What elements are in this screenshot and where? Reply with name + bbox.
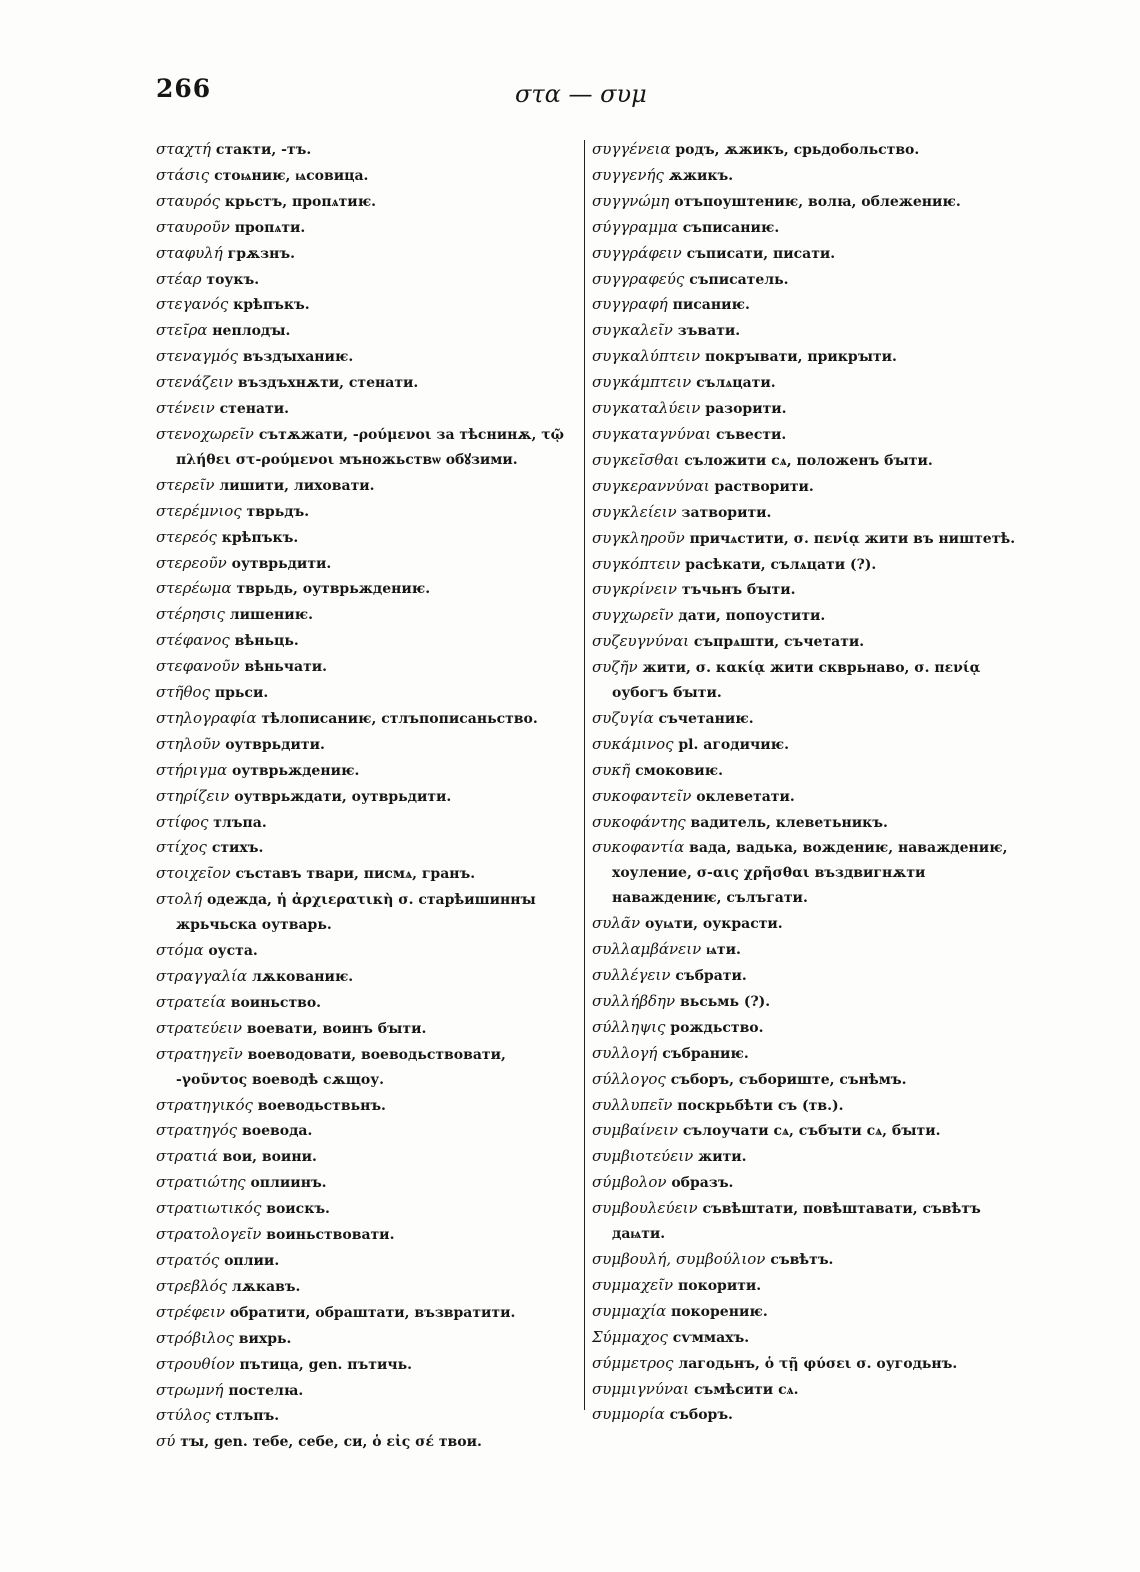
headword: συλᾶν [592, 914, 641, 933]
dictionary-entry [592, 370, 1018, 396]
headword: συγκρίνειν [592, 580, 678, 599]
dictionary-entry [156, 1300, 580, 1326]
dictionary-entry [156, 1378, 580, 1404]
dictionary-entry [156, 680, 580, 706]
headword: στρόβιλος [156, 1328, 234, 1347]
headword: σταυρός [156, 191, 221, 210]
gloss: лагодьнъ, ὁ τῇ φύσει σ. оугодьнъ. [678, 1355, 958, 1372]
headword: συγγράφειν [592, 243, 682, 262]
dictionary-entry [156, 396, 580, 422]
headword: συγκλείειν [592, 502, 677, 521]
gloss: жити, σ. κακίᾳ жити скврьнаво, σ. πενίᾳ оубогъ бꙑти. [612, 660, 981, 702]
gloss: причѧстити, σ. πενίᾳ жити въ ништетѣ. [689, 530, 1016, 547]
dictionary-entry [592, 810, 1018, 836]
gloss: тъчьнъ бꙑти. [681, 582, 796, 599]
headword: στόμα [156, 941, 204, 960]
page-number: 266 [156, 74, 212, 103]
gloss: тлъпа. [213, 814, 267, 831]
dictionary-entry [156, 1429, 580, 1455]
gloss: вои, воини. [222, 1149, 317, 1166]
gloss: оуста. [208, 943, 258, 960]
dictionary-entry [592, 1015, 1018, 1041]
headword: Σύμμαχος [592, 1327, 668, 1346]
headword: στεφανοῦν [156, 657, 240, 676]
gloss: затворити. [681, 504, 772, 521]
headword: συλλαμβάνειν [592, 940, 702, 959]
dictionary-entry [156, 422, 580, 473]
headword: συμμιγνύναι [592, 1379, 690, 1398]
dictionary-entry [156, 163, 580, 189]
gloss: съвѣтъ. [770, 1251, 834, 1268]
headword: στίχος [156, 838, 207, 857]
headword: συγκαταλύειν [592, 399, 701, 418]
gloss: жити. [698, 1149, 747, 1166]
gloss: воевода. [242, 1123, 313, 1140]
dictionary-entry [592, 706, 1018, 732]
headword: συκοφαντία [592, 838, 685, 857]
dictionary-entry [156, 576, 580, 602]
dictionary-entry [592, 963, 1018, 989]
dictionary-entry [592, 189, 1018, 215]
gloss: стихъ. [211, 840, 264, 857]
dictionary-entry [592, 1170, 1018, 1196]
gloss: дати, попоустити. [678, 608, 826, 625]
headword: στηρίζειν [156, 786, 230, 805]
dictionary-entry [156, 1016, 580, 1042]
headword: στεγανός [156, 295, 229, 314]
headword: συμβουλή, συμβούλιον [592, 1249, 766, 1268]
headword: συλλήβδην [592, 991, 676, 1010]
gloss: поскрьбѣти съ (тв.). [677, 1097, 844, 1114]
gloss: оутврьждениѥ. [231, 762, 360, 779]
headword: συζῆν [592, 658, 638, 677]
headword: συγκληροῦν [592, 528, 685, 547]
headword: στηλοῦν [156, 734, 221, 753]
dictionary-entry [156, 1170, 580, 1196]
headword: στρέφειν [156, 1302, 225, 1321]
gloss: крѣпъкъ. [233, 297, 310, 314]
headword: στίφος [156, 812, 209, 831]
dictionary-entry [592, 1118, 1018, 1144]
headword: σύλλογος [592, 1069, 666, 1088]
dictionary-entry [156, 1144, 580, 1170]
dictionary-entry [156, 628, 580, 654]
gloss: съборъ. [669, 1407, 733, 1424]
headword: συμβιοτεύειν [592, 1147, 694, 1166]
dictionary-entry [592, 577, 1018, 603]
gloss: съмѣсити сѧ. [693, 1381, 799, 1398]
gloss: стоѩниѥ, ѩсовица. [214, 167, 369, 184]
headword: συγκαταγνύναι [592, 424, 712, 443]
headword: συγκαλύπτειν [592, 347, 701, 366]
gloss: съборъ, събориште, сънѣмъ. [670, 1071, 907, 1088]
gloss: оклеветати. [696, 788, 795, 805]
headword: συγγραφή [592, 295, 668, 314]
gloss: събрати. [675, 968, 747, 984]
headword: συμμορία [592, 1405, 665, 1424]
dictionary-entry [156, 810, 580, 836]
gloss: сълѧцати. [696, 375, 776, 392]
headword: συκοφαντεῖν [592, 786, 692, 805]
gloss: воиньство. [230, 994, 322, 1011]
gloss: пропѧти. [234, 219, 306, 236]
headword: στένειν [156, 399, 215, 418]
dictionary-entry [592, 784, 1018, 810]
headword: στρατιά [156, 1147, 218, 1166]
dictionary-entry [592, 500, 1018, 526]
gloss: тꙑ, gen. тебе, себе, си, ὁ εἰς σέ твои. [180, 1434, 482, 1451]
headword: στρατηγός [156, 1121, 238, 1140]
gloss: вѣньць. [234, 633, 299, 650]
headword: στρατεύειν [156, 1018, 243, 1037]
dictionary-entry [156, 473, 580, 499]
dictionary-entry [592, 137, 1018, 163]
gloss: отъпоуштениѥ, волꙗ, облежениѥ. [674, 193, 961, 210]
gloss: съвести. [715, 426, 787, 443]
headword: συμβουλεύειν [592, 1199, 698, 1218]
dictionary-entry [156, 1274, 580, 1300]
dictionary-entry [156, 370, 580, 396]
dictionary-entry [156, 1352, 580, 1378]
dictionary-entry [592, 1041, 1018, 1067]
headword: στεῖρα [156, 321, 208, 340]
gloss: сѵммахъ. [672, 1329, 750, 1346]
gloss: оутврьдити. [225, 736, 325, 753]
headword: συλλογή [592, 1043, 658, 1062]
gloss: грѫзнъ. [227, 245, 295, 262]
headword: στρατηγεῖν [156, 1044, 243, 1063]
headword: στερέωμα [156, 579, 232, 598]
gloss: крѣпъкъ. [221, 529, 299, 546]
dictionary-entry [156, 1196, 580, 1222]
headword: συλλυπεῖν [592, 1095, 673, 1114]
dictionary-entry [592, 629, 1018, 655]
gloss: тоукъ. [206, 271, 260, 288]
gloss: воеводьствьнъ. [257, 1097, 386, 1114]
dictionary-entry [156, 241, 580, 267]
headword: στολή [156, 890, 203, 909]
gloss: сътѫжати, -ρούμενοι за тѣснинѫ, τῷ πλήθει στ-ρούμενοι мънoжьствѡ обꙋзими. [176, 426, 564, 468]
headword: στρεβλός [156, 1276, 228, 1295]
dictionary-entry [592, 655, 1018, 706]
headword: συγγενής [592, 165, 664, 184]
dictionary-entry [592, 1325, 1018, 1351]
dictionary-entry [592, 911, 1018, 937]
headword: συμβαίνειν [592, 1121, 678, 1140]
gloss: рождьство. [670, 1019, 764, 1036]
dictionary-entry [156, 267, 580, 293]
dictionary-entry [156, 1222, 580, 1248]
dictionary-entry [156, 344, 580, 370]
gloss: съпрѧшти, съчетати. [693, 634, 865, 651]
headword: στενάζειν [156, 373, 234, 392]
headword: στρατεία [156, 992, 226, 1011]
headword: συζευγνύναι [592, 632, 689, 651]
dictionary-entry [156, 1403, 580, 1429]
headword: στέρησις [156, 605, 225, 624]
gloss: воиньствовати. [266, 1227, 395, 1244]
dictionary-entry [592, 1351, 1018, 1377]
dictionary-entry [592, 1273, 1018, 1299]
headword: σύ [156, 1432, 176, 1451]
headword: συζυγία [592, 708, 654, 727]
dictionary-entry [592, 163, 1018, 189]
gloss: тѣлописаниѥ, стлъпописаньство. [261, 710, 538, 727]
dictionary-entry [156, 499, 580, 525]
gloss: оутврьждати, оутврьдити. [234, 788, 452, 805]
headword: στρατηγικός [156, 1095, 253, 1114]
gloss: писаниѥ. [672, 297, 750, 314]
gloss: образъ. [671, 1175, 734, 1192]
gloss: събраниѥ. [662, 1045, 749, 1062]
left-column [156, 137, 580, 1455]
gloss: ѫжикъ. [668, 167, 734, 184]
gloss: съписати, писати. [686, 245, 836, 262]
dictionary-entry [156, 835, 580, 861]
dictionary-entry [156, 938, 580, 964]
gloss: смоковиѥ. [635, 762, 724, 779]
gloss: воевати, воинъ бꙑти. [246, 1020, 427, 1037]
headword: σύγγραμμα [592, 217, 678, 236]
dictionary-entry [156, 1326, 580, 1352]
headword: συλλέγειν [592, 966, 671, 984]
dictionary-entry [592, 732, 1018, 758]
headword: συγκάμπτειν [592, 373, 692, 392]
headword: στρουθίον [156, 1354, 235, 1373]
dictionary-entry [592, 1196, 1018, 1247]
dictionary-entry [592, 603, 1018, 629]
dictionary-entry [156, 137, 580, 163]
dictionary-entry [156, 602, 580, 628]
gloss: лишениѥ. [229, 607, 313, 624]
dictionary-entry [592, 1377, 1018, 1403]
dictionary-entry [156, 292, 580, 318]
dictionary-entry [156, 1248, 580, 1274]
dictionary-entry [592, 267, 1018, 293]
headword: συγκεραννύναι [592, 476, 710, 495]
headword: στεναγμός [156, 347, 238, 366]
gloss: одежда, ἡ ἀρχιερατικὴ σ. старѣишиннꙑ жрьчьска оутварь. [176, 892, 536, 934]
gloss: ѩти. [706, 942, 741, 959]
gloss: растворити. [714, 478, 814, 495]
gloss: лѫкавъ. [231, 1278, 301, 1295]
headword: στρατιώτης [156, 1173, 246, 1192]
headword: στάσις [156, 165, 210, 184]
headword: στενοχωρεῖν [156, 424, 254, 443]
dictionary-entry [156, 318, 580, 344]
headword: σύλληψις [592, 1017, 666, 1036]
headword: στέφανος [156, 631, 230, 650]
dictionary-entry [592, 1247, 1018, 1273]
dictionary-entry [156, 784, 580, 810]
headword: στερέμνιος [156, 501, 242, 520]
gloss: оуѩти, оукрасти. [645, 916, 783, 933]
headword: συμμαχία [592, 1301, 667, 1320]
dictionary-entry [156, 1118, 580, 1144]
gloss: въздъхнѫти, стенати. [237, 375, 419, 392]
headword: συγγένεια [592, 140, 671, 158]
headword: συγγραφεύς [592, 269, 685, 288]
dictionary-entry [156, 861, 580, 887]
gloss: покрꙑвати, прикрꙑти. [705, 349, 897, 366]
dictionary-entry [592, 835, 1018, 911]
gloss: покорити. [678, 1277, 762, 1294]
headword: στερεοῦν [156, 553, 227, 572]
headword: στρατολογεῖν [156, 1225, 262, 1244]
gloss: лишити, лиховати. [219, 477, 375, 494]
dictionary-entry [592, 344, 1018, 370]
gloss: съставъ твари, писмѧ, гранъ. [235, 866, 476, 883]
gloss: вада, вадька, вождениѥ, наваждениѥ, хоуление, σ-αις χρῆσθαι въздвигнѫти наваждениѥ, сълъгати. [612, 840, 1008, 907]
gloss: обратити, обраштати, възвратити. [229, 1304, 516, 1321]
headword: στρωμνή [156, 1380, 224, 1399]
gloss: тврьдъ. [246, 503, 310, 520]
gloss: съписаниѥ. [682, 219, 780, 236]
gloss: оплии. [224, 1252, 280, 1269]
headword: συκοφάντης [592, 812, 686, 831]
headword: στραγγαλία [156, 967, 248, 985]
gloss: въздꙑханиѥ. [242, 349, 354, 366]
gloss: оутврьдити. [231, 555, 332, 572]
dictionary-entry [156, 215, 580, 241]
gloss: вьсьмь (?). [680, 993, 771, 1010]
gloss: покорениѥ. [670, 1303, 768, 1320]
headword: στήριγμα [156, 760, 228, 779]
dictionary-entry [592, 552, 1018, 578]
dictionary-entry [156, 990, 580, 1016]
dictionary-entry [156, 706, 580, 732]
dictionary-entry [156, 551, 580, 577]
dictionary-entry [592, 526, 1018, 552]
gloss: съложити сѧ, положенъ бꙑти. [684, 452, 933, 469]
headword: στρατιωτικός [156, 1199, 262, 1218]
headword: στῆθος [156, 683, 210, 702]
running-head: στα — συμ [515, 80, 647, 108]
gloss: стлъпъ. [215, 1408, 280, 1425]
gloss: pl. агодичиѥ. [678, 736, 789, 753]
gloss: зъвати. [677, 323, 741, 340]
headword: στερεός [156, 527, 217, 546]
dictionary-entry [592, 318, 1018, 344]
right-column [592, 137, 1018, 1428]
gloss: разорити. [705, 401, 787, 418]
gloss: вихрь. [238, 1330, 292, 1347]
gloss: неплодꙑ. [212, 323, 291, 340]
gloss: воискъ. [266, 1201, 330, 1218]
gloss: прьси. [214, 685, 269, 702]
dictionary-entry [592, 989, 1018, 1015]
dictionary-entry [156, 732, 580, 758]
dictionary-entry [592, 292, 1018, 318]
headword: συγκεῖσθαι [592, 450, 680, 469]
gloss: крьстъ, пропѧтиѥ. [224, 193, 377, 210]
headword: σταχτή [156, 140, 212, 158]
dictionary-entry [592, 215, 1018, 241]
headword: στύλος [156, 1406, 211, 1425]
headword: συκῆ [592, 760, 631, 779]
dictionary-entry [156, 525, 580, 551]
dictionary-entry [592, 1402, 1018, 1428]
headword: στηλογραφία [156, 708, 257, 727]
dictionary-entry [156, 654, 580, 680]
gloss: родъ, ѫжикъ, срьдобольство. [675, 142, 920, 158]
headword: συγχωρεῖν [592, 606, 674, 625]
gloss: сълоучати сѧ, събꙑти сѧ, бꙑти. [682, 1123, 941, 1140]
gloss: лѫкованиѥ. [251, 969, 354, 985]
dictionary-entry [156, 964, 580, 990]
gloss: стакти, -тъ. [215, 142, 312, 158]
dictionary-entry [156, 189, 580, 215]
gloss: вѣньчати. [244, 659, 328, 676]
dictionary-entry [592, 1144, 1018, 1170]
headword: στέαρ [156, 269, 202, 288]
headword: σταφυλή [156, 243, 223, 262]
dictionary-entry [156, 1093, 580, 1119]
dictionary-entry [592, 758, 1018, 784]
gloss: оплиинъ. [250, 1175, 327, 1192]
dictionary-entry [592, 396, 1018, 422]
headword: στοιχεῖον [156, 864, 231, 883]
gloss: воеводовати, воеводьствовати, -γοῦντος воеводѣ сѫщоу. [176, 1046, 506, 1088]
gloss: съвѣштати, повѣштавати, съвѣтъ даѩти. [612, 1201, 981, 1243]
dictionary-entry [592, 1093, 1018, 1119]
gloss: расѣкати, сълѧцати (?). [685, 556, 877, 573]
gloss: постелꙗ. [228, 1382, 304, 1399]
dictionary-entry [156, 758, 580, 784]
dictionary-entry [592, 241, 1018, 267]
gloss: съписатель. [689, 271, 789, 288]
dictionary-entry [156, 887, 580, 938]
dictionary-entry [592, 1067, 1018, 1093]
headword: σύμμετρος [592, 1353, 674, 1372]
gloss: стенати. [219, 401, 289, 418]
dictionary-entry [592, 422, 1018, 448]
headword: συγκαλεῖν [592, 321, 673, 340]
gloss: пътица, gen. пътичь. [239, 1356, 412, 1373]
headword: στερεῖν [156, 475, 215, 494]
column-divider [584, 140, 585, 1410]
headword: συμμαχεῖν [592, 1275, 674, 1294]
dictionary-entry [592, 474, 1018, 500]
headword: σύμβολον [592, 1173, 667, 1192]
dictionary-entry [592, 448, 1018, 474]
headword: συκάμινος [592, 734, 674, 753]
gloss: тврьдь, оутврьждениѥ. [236, 581, 431, 598]
headword: συγγνώμη [592, 191, 670, 210]
headword: σταυροῦν [156, 217, 230, 236]
gloss: вадитель, клеветьникъ. [690, 814, 888, 831]
dictionary-entry [592, 1299, 1018, 1325]
headword: στρατός [156, 1250, 220, 1269]
dictionary-entry [592, 937, 1018, 963]
dictionary-entry [156, 1042, 580, 1093]
headword: συγκόπτειν [592, 554, 681, 573]
gloss: съчетаниѥ. [658, 710, 754, 727]
